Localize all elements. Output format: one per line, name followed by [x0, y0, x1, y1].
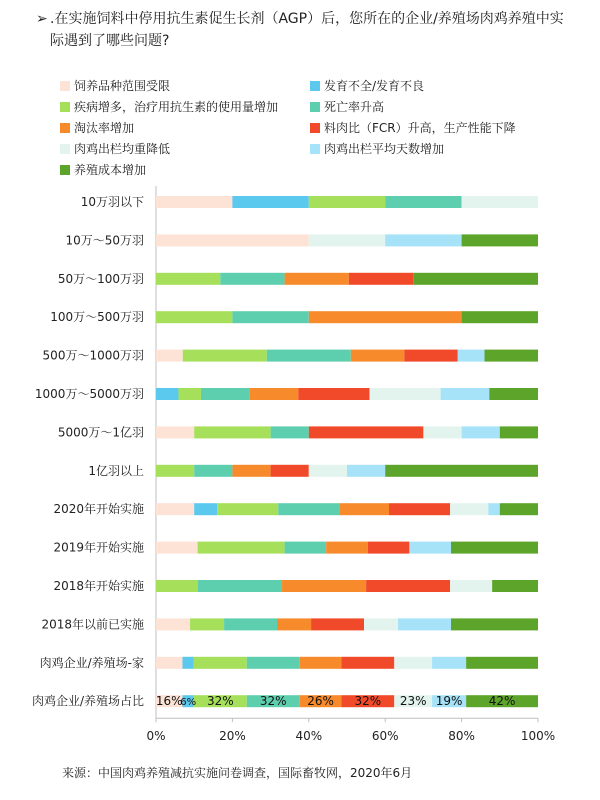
bar-segment — [247, 657, 300, 669]
bar-segment — [349, 273, 413, 285]
x-tick-label: 20% — [219, 729, 246, 744]
bar-segment — [285, 273, 349, 285]
bar-segment — [232, 465, 270, 477]
bar-segment — [194, 503, 217, 515]
legend-label: 淘汰率增加 — [74, 121, 135, 135]
bar-segment — [309, 426, 424, 438]
bar-segment — [250, 388, 299, 400]
data-label: 42% — [488, 694, 516, 709]
category-label: 50万～100万羽 — [57, 271, 144, 286]
bar-segment — [278, 503, 339, 515]
bar-segment — [492, 580, 538, 592]
bar-segment — [282, 580, 366, 592]
bar-segment — [183, 350, 267, 362]
bar-segment — [466, 657, 538, 669]
bar-segment — [156, 234, 309, 246]
bar-segment — [366, 580, 450, 592]
source-note: 来源：中国肉鸡养殖减抗实施问卷调查，国际畜牧网，2020年6月 — [62, 766, 413, 780]
bar-segment — [441, 388, 490, 400]
bar-segment — [404, 350, 457, 362]
data-label: 32% — [354, 694, 382, 709]
legend-label: 肉鸡出栏平均天数增加 — [324, 142, 445, 156]
bar-segment — [385, 234, 461, 246]
category-label: 1亿羽以上 — [88, 463, 144, 478]
bar-segment — [194, 465, 232, 477]
bar-segment — [339, 503, 389, 515]
data-label: 19% — [435, 694, 463, 709]
data-label: 32% — [206, 694, 234, 709]
bar-segment — [458, 350, 485, 362]
bar-segment — [220, 273, 284, 285]
bar-segment — [309, 311, 462, 323]
category-label: 2020年开始实施 — [53, 502, 144, 517]
x-tick-label: 40% — [295, 729, 323, 744]
bar-segment — [462, 196, 538, 208]
legend-label: 料肉比（FCR）升高，生产性能下降 — [324, 121, 516, 135]
bar-segment — [462, 311, 538, 323]
bar-segment — [398, 618, 451, 630]
bar-segment — [198, 542, 285, 554]
bar-segment — [409, 542, 451, 554]
bar-segment — [156, 657, 182, 669]
bar-segment — [277, 618, 311, 630]
bar-segment — [156, 311, 232, 323]
bar-segment — [201, 388, 250, 400]
bar-segment — [462, 426, 500, 438]
x-tick-label: 80% — [448, 729, 475, 744]
x-tick-label: 100% — [520, 729, 556, 744]
data-label: 16% — [155, 694, 183, 709]
bar-segment — [451, 542, 538, 554]
bar-segment — [182, 657, 193, 669]
bar-segment — [156, 503, 194, 515]
legend-label: 疾病增多，治疗用抗生素的使用量增加 — [74, 100, 279, 114]
bar-segment — [369, 388, 440, 400]
category-label: 1000万～5000万羽 — [34, 387, 144, 401]
bar-segment — [224, 618, 277, 630]
category-label: 500万～1000万羽 — [42, 348, 144, 363]
bar-segment — [450, 580, 492, 592]
bar-segment — [423, 426, 461, 438]
bar-segment — [156, 618, 190, 630]
question-text: .在实施饲料中停用抗生素促生长剂（AGP）后，您所在的企业/养殖场肉鸡养殖中实际遇到了哪些问题? — [50, 11, 564, 49]
bar-segment — [194, 426, 270, 438]
bar-segment — [413, 273, 538, 285]
category-label: 2019年开始实施 — [53, 540, 144, 555]
bar-segment — [232, 311, 308, 323]
bar-segment — [194, 657, 247, 669]
bar-segment — [326, 542, 368, 554]
legend-label: 饲养品种范围受限 — [74, 79, 171, 93]
bar-segment — [271, 426, 309, 438]
bar-segment — [156, 350, 183, 362]
bar-segment — [488, 503, 499, 515]
bar-segment — [298, 388, 369, 400]
bar-segment — [385, 465, 538, 477]
legend-label: 养殖成本增加 — [74, 163, 147, 177]
bar-segment — [341, 657, 394, 669]
bar-segment — [462, 234, 538, 246]
bar-segment — [156, 580, 198, 592]
category-label: 2018年以前已实施 — [41, 617, 144, 632]
data-label: 32% — [259, 694, 287, 709]
bar-segment — [500, 503, 538, 515]
bar-segment — [485, 350, 538, 362]
bar-segment — [311, 618, 364, 630]
bar-segment — [178, 388, 200, 400]
x-tick-label: 0% — [146, 729, 166, 744]
bar-segment — [156, 196, 232, 208]
bar-segment — [267, 350, 351, 362]
bar-segment — [156, 273, 220, 285]
legend-label: 死亡率升高 — [324, 100, 385, 114]
data-label: 6% — [180, 697, 197, 709]
bar-segment — [394, 657, 432, 669]
bar-segment — [489, 388, 538, 400]
bar-segment — [190, 618, 224, 630]
category-label: 100万～500万羽 — [50, 310, 144, 325]
bar-segment — [389, 503, 450, 515]
bar-segment — [368, 542, 410, 554]
data-label: 26% — [307, 694, 334, 709]
bar-segment — [347, 465, 385, 477]
bar-segment — [364, 618, 398, 630]
bar-segment — [156, 388, 178, 400]
x-tick-label: 60% — [371, 729, 399, 744]
category-label: 肉鸡企业/养殖场-家 — [39, 655, 144, 670]
category-label: 10万羽以下 — [80, 195, 144, 209]
bar-segment — [309, 465, 347, 477]
bar-segment — [351, 350, 404, 362]
category-label: 5000万～1亿羽 — [57, 425, 144, 440]
bar-segment — [450, 503, 488, 515]
legend-label: 肉鸡出栏均重降低 — [74, 142, 171, 156]
bar-segment — [500, 426, 538, 438]
bullet-arrow-icon: ➢ — [36, 11, 48, 27]
bar-segment — [300, 657, 342, 669]
category-label: 肉鸡企业/养殖场占比 — [31, 694, 144, 709]
bar-segment — [451, 618, 538, 630]
bar-segment — [217, 503, 278, 515]
bar-segment — [309, 196, 385, 208]
category-label: 10万～50万羽 — [65, 233, 144, 248]
bar-segment — [156, 465, 194, 477]
bar-segment — [285, 542, 327, 554]
category-label: 2018年开始实施 — [53, 579, 144, 593]
bar-segment — [198, 580, 282, 592]
bar-segment — [232, 196, 308, 208]
bar-segment — [271, 465, 309, 477]
bar-segment — [385, 196, 461, 208]
bar-segment — [309, 234, 385, 246]
bar-segment — [156, 426, 194, 438]
bar-segment — [432, 657, 466, 669]
legend-label: 发育不全/发育不良 — [324, 79, 425, 93]
data-label: 23% — [399, 694, 427, 709]
bar-segment — [156, 542, 198, 554]
